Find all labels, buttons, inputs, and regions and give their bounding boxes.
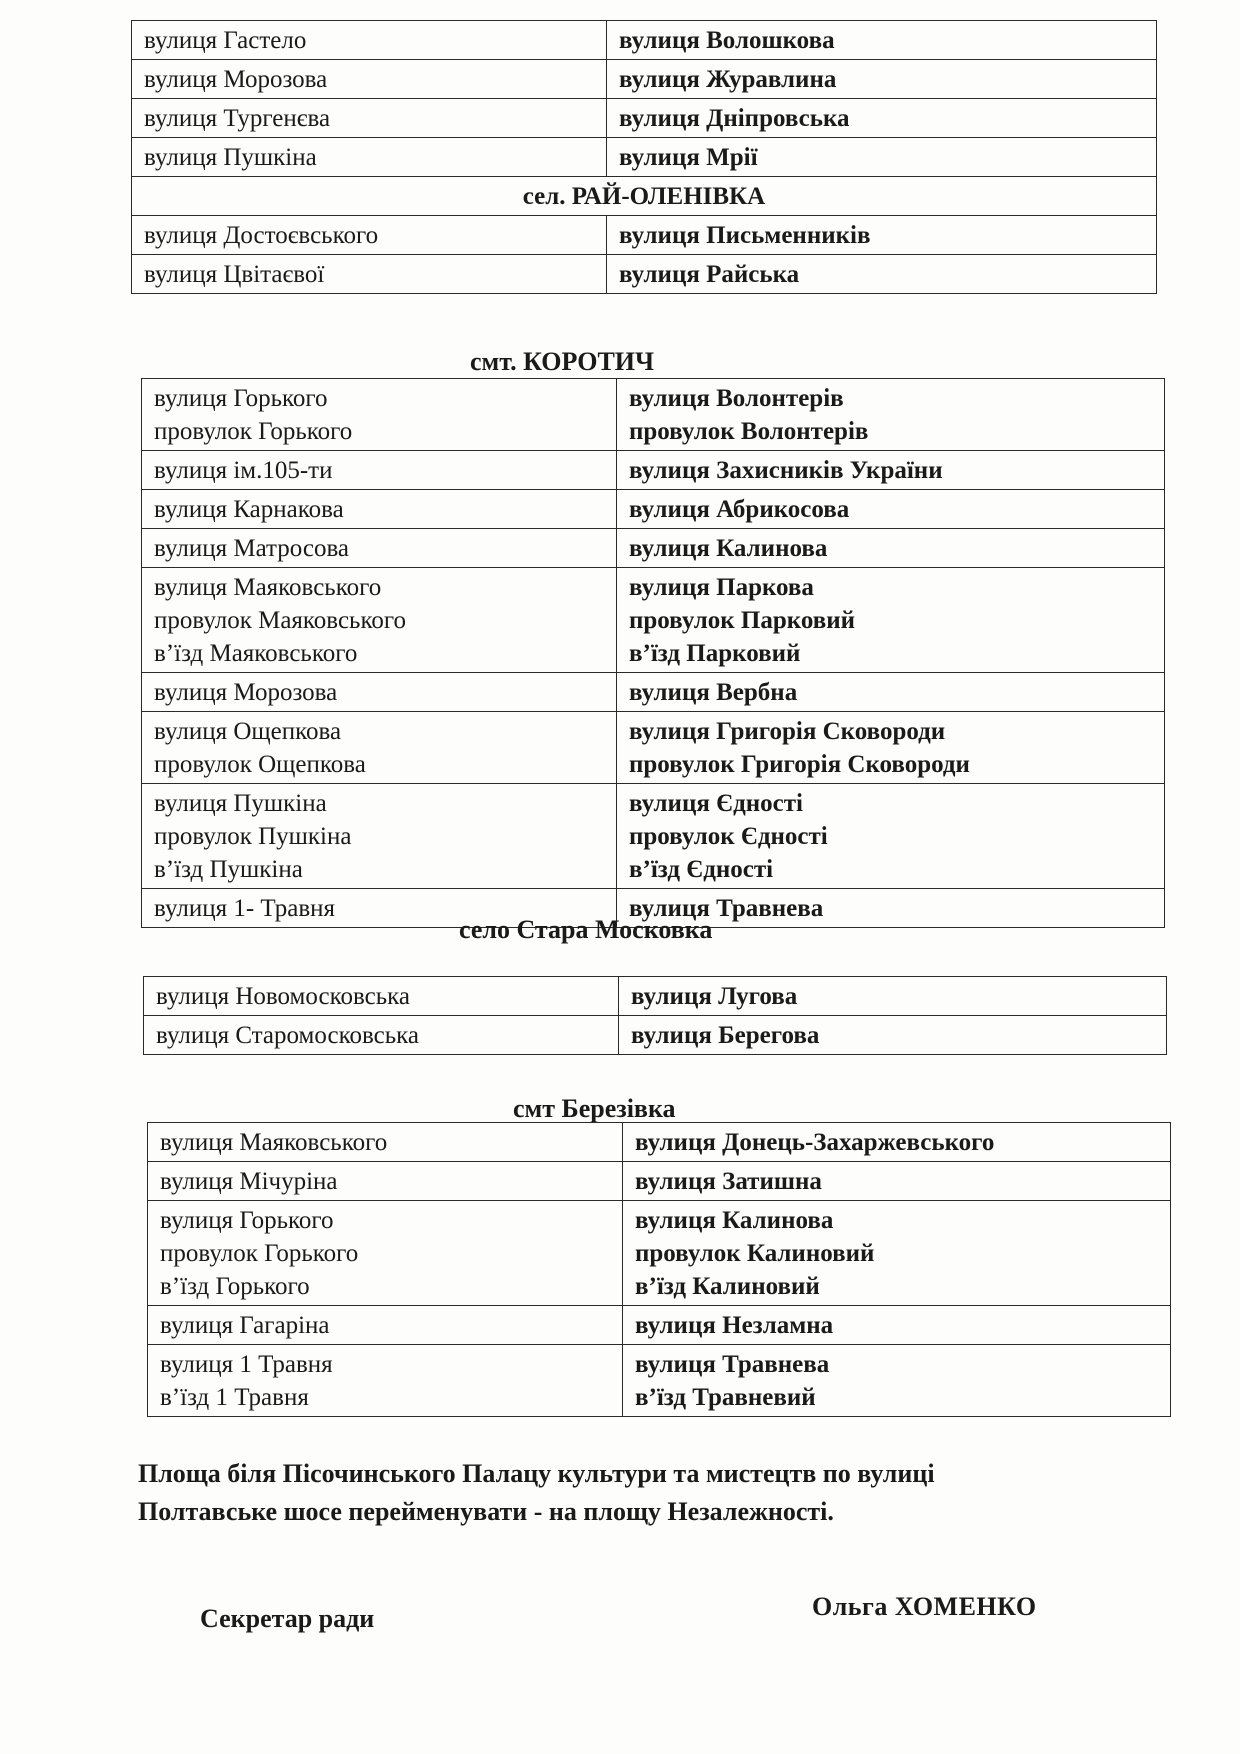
new-street-name: вулиця Захисників України bbox=[629, 457, 943, 484]
table-row bbox=[142, 379, 1165, 451]
new-street-name: вулиця Журавлина bbox=[619, 66, 837, 93]
table-row bbox=[148, 1201, 1171, 1306]
new-street-name-cell bbox=[617, 379, 1165, 451]
table-row bbox=[142, 451, 1165, 490]
new-street-name: в’їзд Травневий bbox=[635, 1384, 816, 1411]
new-street-name-cell bbox=[607, 21, 1157, 60]
new-street-name: провулок Єдності bbox=[629, 823, 828, 850]
section-1-heading bbox=[132, 177, 1157, 216]
table-row bbox=[142, 712, 1165, 784]
old-street-name: вулиця Маяковського bbox=[160, 1129, 388, 1156]
table-row bbox=[132, 216, 1157, 255]
new-street-name: вулиця Єдності bbox=[629, 790, 803, 817]
old-street-name: провулок Маяковського bbox=[154, 607, 406, 634]
old-street-name-cell bbox=[144, 1016, 619, 1055]
new-street-name: вулиця Затишна bbox=[635, 1168, 822, 1195]
section-title-rai-olenivka: сел. РАЙ-ОЛЕНІВКА bbox=[132, 177, 1157, 216]
decision-text bbox=[138, 1455, 1098, 1531]
signature-label: Секретар ради bbox=[200, 1604, 375, 1633]
table-row bbox=[132, 255, 1157, 294]
old-street-name: вулиця Цвітаєвої bbox=[144, 261, 325, 288]
new-street-name-cell bbox=[619, 977, 1167, 1016]
new-street-name: вулиця Паркова bbox=[629, 574, 814, 601]
new-street-name: в’їзд Парковий bbox=[629, 640, 801, 667]
table-row bbox=[148, 1345, 1171, 1417]
old-street-name: вулиця Маяковського bbox=[154, 574, 382, 601]
new-street-name: вулиця Калинова bbox=[635, 1207, 834, 1234]
old-street-name: вулиця Гагаріна bbox=[160, 1312, 330, 1339]
decision-line-2: Полтавське шосе перейменувати - на площу Незалежності. bbox=[138, 1497, 834, 1526]
old-street-name-cell bbox=[132, 216, 607, 255]
old-street-name: вулиця Пушкіна bbox=[144, 144, 317, 171]
old-street-name: провулок Ощепкова bbox=[154, 751, 366, 778]
old-street-name-cell bbox=[142, 379, 617, 451]
table-row bbox=[142, 529, 1165, 568]
table-row bbox=[148, 1162, 1171, 1201]
decision-line-1: Площа біля Пісочинського Палацу культури та мистецтв по вулиці bbox=[138, 1459, 935, 1488]
new-street-name: в’їзд Калиновий bbox=[635, 1273, 820, 1300]
new-street-name-cell bbox=[607, 60, 1157, 99]
new-street-name-cell bbox=[607, 138, 1157, 177]
new-street-name-cell bbox=[617, 451, 1165, 490]
table-row bbox=[132, 60, 1157, 99]
section-3-rows bbox=[144, 977, 1167, 1055]
section-heading-row bbox=[132, 177, 1157, 216]
new-street-name: вулиця Абрикосова bbox=[629, 496, 850, 523]
old-street-name: вулиця Ощепкова bbox=[154, 718, 342, 745]
new-street-name-cell bbox=[617, 784, 1165, 889]
old-street-name-cell bbox=[132, 138, 607, 177]
new-street-name-cell bbox=[607, 255, 1157, 294]
old-street-name: в’їзд Маяковського bbox=[154, 640, 358, 667]
new-street-name-cell bbox=[623, 1201, 1171, 1306]
table-row bbox=[142, 673, 1165, 712]
table-row bbox=[144, 1016, 1167, 1055]
old-street-name: в’їзд Пушкіна bbox=[154, 856, 303, 883]
old-street-name: провулок Пушкіна bbox=[154, 823, 352, 850]
old-street-name: вулиця Достоєвського bbox=[144, 222, 379, 249]
old-street-name-cell bbox=[142, 568, 617, 673]
new-street-name: вулиця Травнева bbox=[629, 895, 824, 922]
signature-name: Ольга ХОМЕНКО bbox=[812, 1592, 1037, 1621]
old-street-name: вулиця 1- Травня bbox=[154, 895, 336, 922]
section-1-rows bbox=[132, 216, 1157, 294]
new-street-name: вулиця Вербна bbox=[629, 679, 798, 706]
old-street-name: вулиця Карнакова bbox=[154, 496, 344, 523]
section-title-berezivka: смт Березівка bbox=[513, 1094, 676, 1123]
table-row bbox=[142, 490, 1165, 529]
new-street-name-cell bbox=[623, 1306, 1171, 1345]
new-street-name: провулок Калиновий bbox=[635, 1240, 875, 1267]
table-row bbox=[132, 21, 1157, 60]
old-street-name-cell bbox=[148, 1201, 623, 1306]
old-street-name-cell bbox=[148, 1162, 623, 1201]
old-street-name: вулиця Горького bbox=[160, 1207, 334, 1234]
new-street-name-cell bbox=[619, 1016, 1167, 1055]
table-row bbox=[142, 784, 1165, 889]
old-street-name-cell bbox=[132, 99, 607, 138]
old-street-name-cell bbox=[132, 21, 607, 60]
old-street-name: в’їзд Горького bbox=[160, 1273, 310, 1300]
old-street-name-cell bbox=[132, 60, 607, 99]
table-row bbox=[148, 1306, 1171, 1345]
old-street-name: вулиця Тургенєва bbox=[144, 105, 331, 132]
old-street-name: вулиця Мічуріна bbox=[160, 1168, 338, 1195]
old-street-name-cell bbox=[142, 712, 617, 784]
old-street-name: вулиця Горького bbox=[154, 385, 328, 412]
new-street-name-cell bbox=[623, 1345, 1171, 1417]
old-street-name: вулиця Гастело bbox=[144, 27, 307, 54]
old-street-name-cell bbox=[148, 1123, 623, 1162]
old-street-name: провулок Горького bbox=[154, 418, 353, 445]
old-street-name: вулиця Пушкіна bbox=[154, 790, 327, 817]
new-street-name: вулиця Лугова bbox=[631, 983, 798, 1010]
new-street-name: вулиця Письменників bbox=[619, 222, 871, 249]
old-street-name-cell bbox=[142, 529, 617, 568]
streets-table-berezivka bbox=[147, 1122, 1171, 1417]
section-title-korotych: смт. КОРОТИЧ bbox=[470, 347, 655, 376]
streets-table-korotych bbox=[141, 378, 1165, 928]
table-row bbox=[142, 568, 1165, 673]
new-street-name: вулиця Райська bbox=[619, 261, 800, 288]
old-street-name: вулиця 1 Травня bbox=[160, 1351, 333, 1378]
new-street-name-cell bbox=[617, 568, 1165, 673]
old-street-name: вулиця Старомосковська bbox=[156, 1022, 419, 1049]
streets-table-1 bbox=[131, 20, 1157, 294]
table-row bbox=[132, 138, 1157, 177]
streets-table-stara-moskovka bbox=[143, 976, 1167, 1055]
new-street-name: вулиця Волонтерів bbox=[629, 385, 844, 412]
section-4-rows bbox=[148, 1123, 1171, 1417]
new-street-name: провулок Григорія Сковороди bbox=[629, 751, 970, 778]
old-street-name-cell bbox=[148, 1345, 623, 1417]
new-street-name: вулиця Незламна bbox=[635, 1312, 834, 1339]
old-street-name: вулиця Матросова bbox=[154, 535, 350, 562]
table-row bbox=[132, 99, 1157, 138]
old-street-name: вулиця Морозова bbox=[144, 66, 328, 93]
new-street-name-cell bbox=[617, 673, 1165, 712]
new-street-name-cell bbox=[623, 1123, 1171, 1162]
new-street-name-cell bbox=[617, 712, 1165, 784]
new-street-name: вулиця Мрії bbox=[619, 144, 758, 171]
new-street-name: вулиця Травнева bbox=[635, 1351, 830, 1378]
old-street-name-cell bbox=[144, 977, 619, 1016]
old-street-name-cell bbox=[148, 1306, 623, 1345]
new-street-name: вулиця Калинова bbox=[629, 535, 828, 562]
old-street-name: провулок Горького bbox=[160, 1240, 359, 1267]
section-2-rows bbox=[142, 379, 1165, 928]
table-row bbox=[148, 1123, 1171, 1162]
section-title-stara-moskovka: село Стара Московка bbox=[459, 915, 713, 944]
old-street-name-cell bbox=[142, 451, 617, 490]
new-street-name: вулиця Донець-Захаржевського bbox=[635, 1129, 995, 1156]
new-street-name-cell bbox=[617, 529, 1165, 568]
old-street-name: вулиця ім.105-ти bbox=[154, 457, 333, 484]
new-street-name: провулок Парковий bbox=[629, 607, 856, 634]
old-street-name-cell bbox=[142, 673, 617, 712]
new-street-name: в’їзд Єдності bbox=[629, 856, 774, 883]
table-row bbox=[144, 977, 1167, 1016]
section-0-rows bbox=[132, 21, 1157, 177]
new-street-name-cell bbox=[607, 99, 1157, 138]
new-street-name-cell bbox=[617, 490, 1165, 529]
new-street-name: вулиця Берегова bbox=[631, 1022, 820, 1049]
new-street-name-cell bbox=[623, 1162, 1171, 1201]
old-street-name: вулиця Морозова bbox=[154, 679, 338, 706]
new-street-name-cell bbox=[607, 216, 1157, 255]
old-street-name: вулиця Новомосковська bbox=[156, 983, 410, 1010]
new-street-name: провулок Волонтерів bbox=[629, 418, 869, 445]
new-street-name: вулиця Григорія Сковороди bbox=[629, 718, 946, 745]
old-street-name: в’їзд 1 Травня bbox=[160, 1384, 309, 1411]
old-street-name-cell bbox=[142, 784, 617, 889]
new-street-name: вулиця Дніпровська bbox=[619, 105, 850, 132]
old-street-name-cell bbox=[132, 255, 607, 294]
new-street-name: вулиця Волошкова bbox=[619, 27, 835, 54]
old-street-name-cell bbox=[142, 490, 617, 529]
